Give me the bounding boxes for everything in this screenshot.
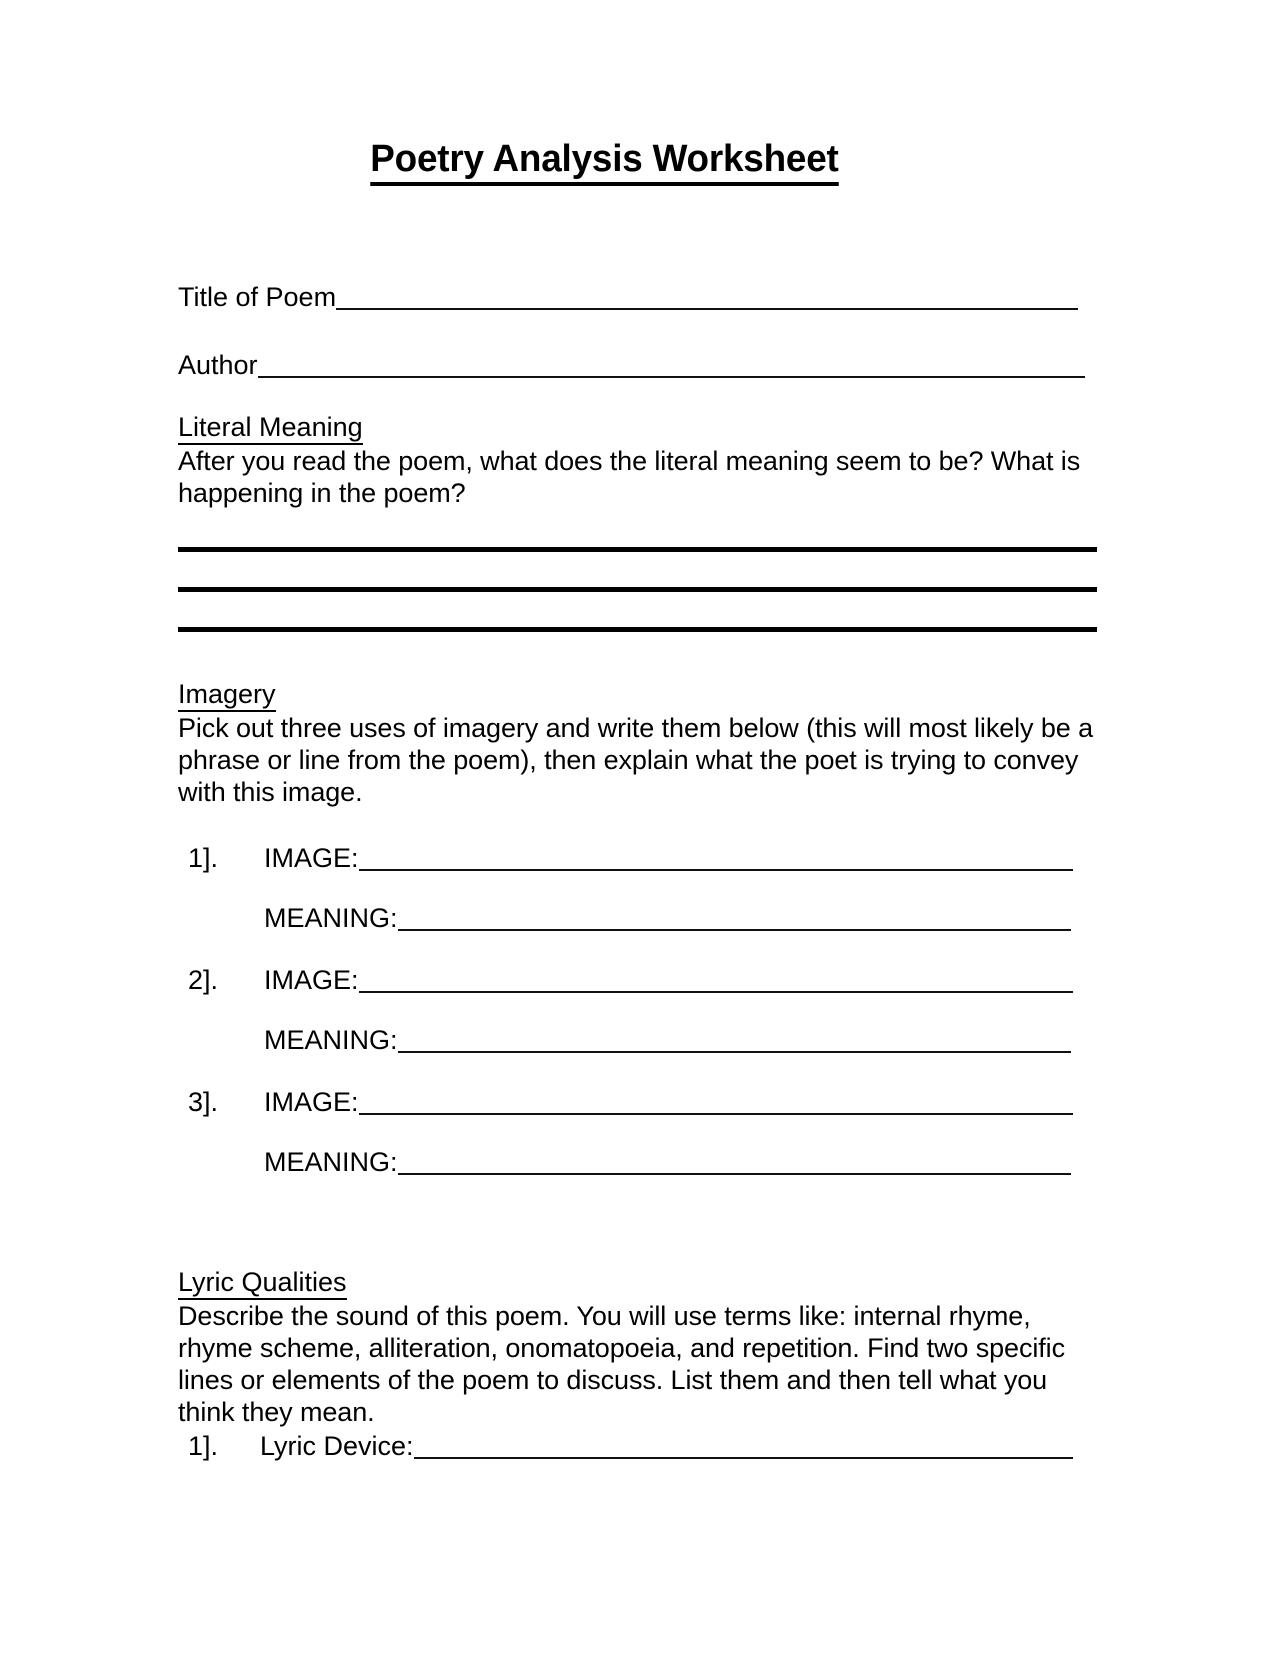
- imagery-marker-2: 2].: [188, 964, 219, 995]
- imagery-meaning-row-2[interactable]: [178, 1024, 1071, 1056]
- imagery-list: [178, 842, 1098, 1178]
- lyric-device-input-1[interactable]: [414, 1433, 1073, 1459]
- imagery-meaning-input-1[interactable]: [398, 905, 1071, 931]
- imagery-image-row-2[interactable]: [178, 964, 1073, 996]
- lyric-qualities-heading: Lyric Qualities: [178, 1266, 347, 1300]
- imagery-instructions: Pick out three uses of imagery and write them below (this will most likely be a phrase or line from the poem), then explain what the poet is trying to convey with this image.: [178, 712, 1093, 807]
- lyric-device-row-1[interactable]: [178, 1430, 1073, 1462]
- author-input[interactable]: [258, 352, 1085, 378]
- worksheet-content: [178, 0, 1098, 1462]
- title-of-poem-input[interactable]: [336, 284, 1078, 310]
- literal-meaning-heading-wrap: [178, 411, 1098, 445]
- imagery-meaning-label-2: MEANING:: [264, 1024, 398, 1055]
- lyric-marker-1: 1].: [188, 1430, 219, 1461]
- imagery-meaning-input-3[interactable]: [398, 1149, 1071, 1175]
- imagery-image-row-3[interactable]: [178, 1086, 1073, 1118]
- page-title-text: Poetry Analysis Worksheet: [370, 139, 838, 186]
- imagery-image-input-3[interactable]: [359, 1089, 1073, 1115]
- imagery-meaning-row-1[interactable]: [178, 902, 1071, 934]
- section-lyric-qualities: [178, 1266, 1098, 1462]
- imagery-meaning-label-3: MEANING:: [264, 1146, 398, 1177]
- imagery-meaning-input-2[interactable]: [398, 1027, 1071, 1053]
- literal-meaning-answer-line-3[interactable]: [178, 627, 1097, 632]
- lyric-device-label-1: Lyric Device:: [260, 1430, 414, 1461]
- imagery-image-label-1: IMAGE:: [264, 842, 359, 873]
- imagery-image-input-1[interactable]: [359, 845, 1073, 871]
- imagery-marker-1: 1].: [188, 842, 219, 873]
- field-author[interactable]: [178, 349, 1085, 381]
- author-label: Author: [178, 349, 258, 380]
- literal-meaning-answer-line-2[interactable]: [178, 587, 1097, 592]
- imagery-image-label-2: IMAGE:: [264, 964, 359, 995]
- page-title: [178, 0, 1030, 186]
- literal-meaning-heading: Literal Meaning: [178, 411, 363, 445]
- imagery-marker-3: 3].: [188, 1086, 219, 1117]
- title-of-poem-label: Title of Poem: [178, 281, 337, 312]
- imagery-heading-wrap: [178, 678, 1098, 712]
- imagery-image-label-3: IMAGE:: [264, 1086, 359, 1117]
- lyric-qualities-heading-wrap: [178, 1266, 1098, 1300]
- section-imagery: [178, 678, 1098, 1178]
- imagery-meaning-label-1: MEANING:: [264, 902, 398, 933]
- imagery-meaning-row-3[interactable]: [178, 1146, 1071, 1178]
- imagery-image-input-2[interactable]: [359, 967, 1073, 993]
- lyric-qualities-instructions: Describe the sound of this poem. You will use terms like: internal rhyme, rhyme scheme, alliteration, onomatopoeia, and repetition. Find two specific lines or elements of the poem to discuss. List them and then tell what you think they mean.: [178, 1300, 1065, 1427]
- section-literal-meaning: [178, 411, 1098, 632]
- literal-meaning-instructions: After you read the poem, what does the literal meaning seem to be? What is happening in the poem?: [178, 445, 1081, 508]
- literal-meaning-answer-line-1[interactable]: [178, 547, 1097, 552]
- field-title-of-poem[interactable]: [178, 281, 1078, 313]
- imagery-heading: Imagery: [178, 678, 276, 712]
- imagery-image-row-1[interactable]: [178, 842, 1073, 874]
